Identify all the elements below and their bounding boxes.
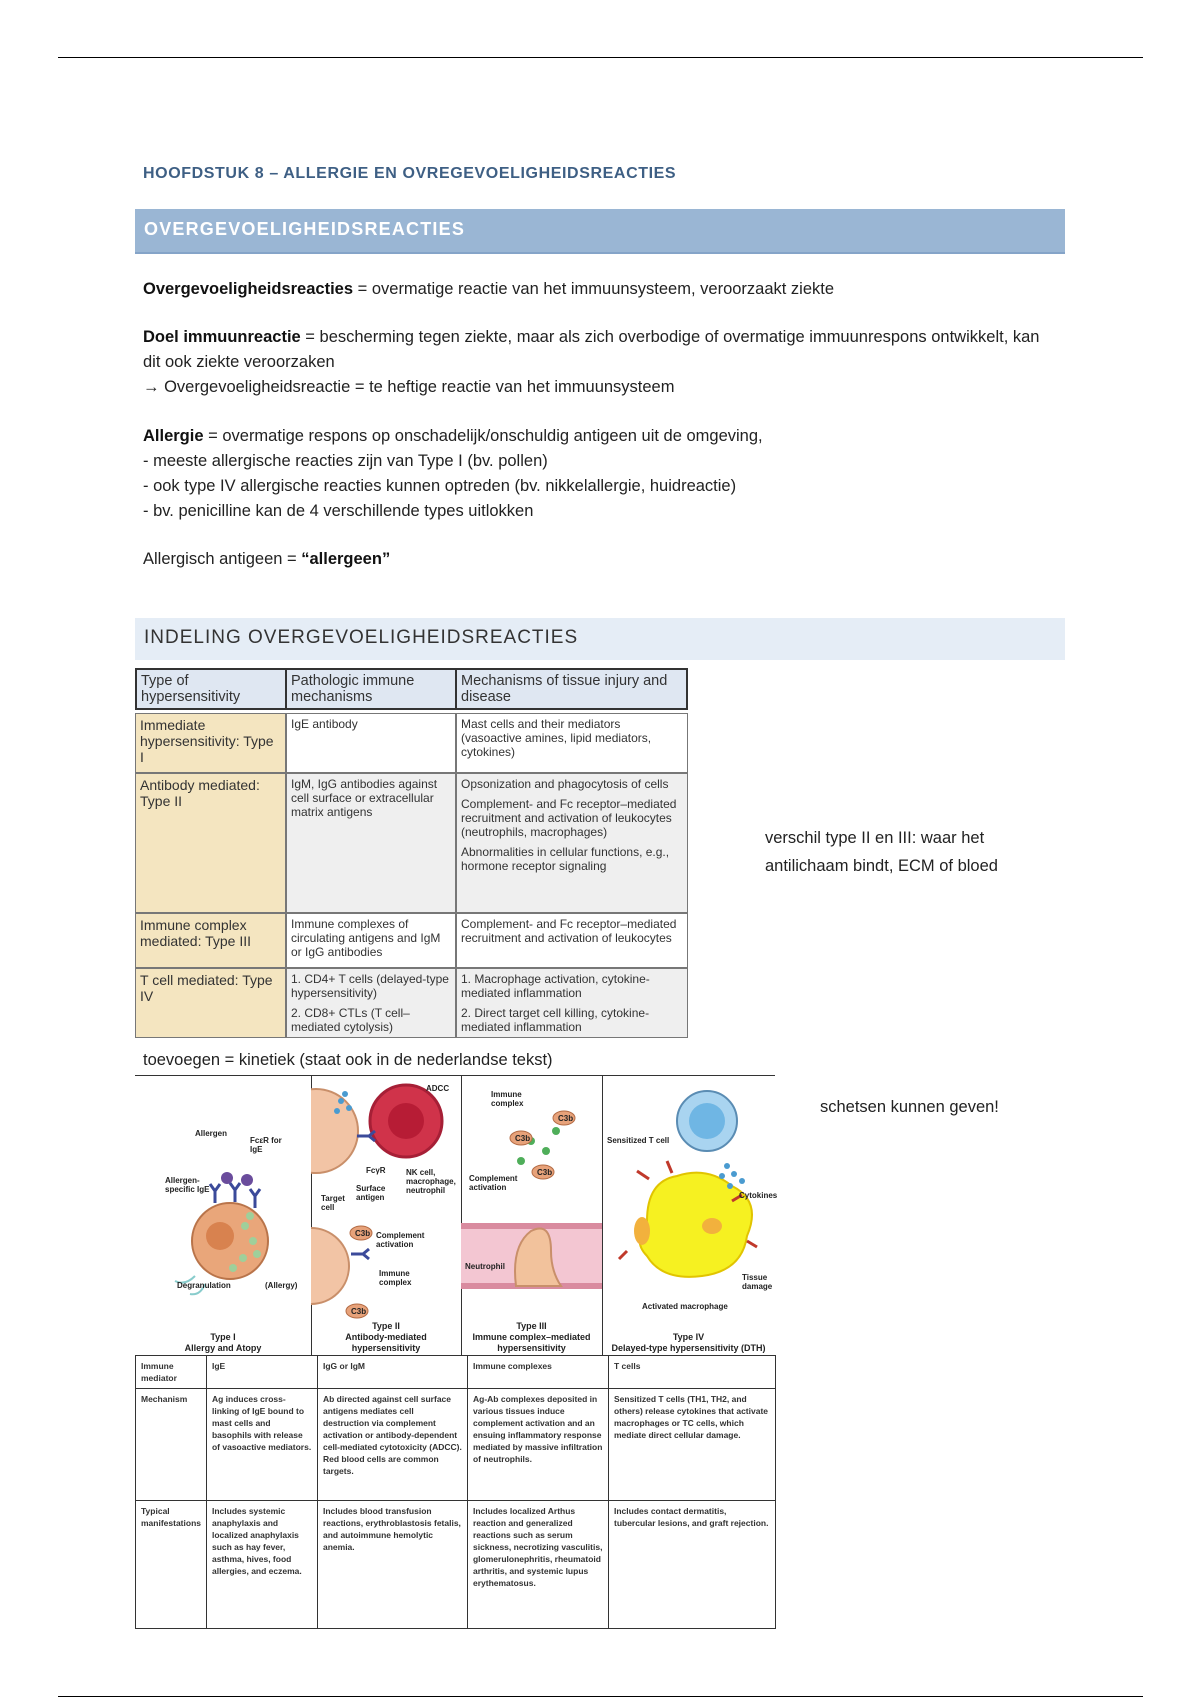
sketch-panel-type-i — [135, 1076, 312, 1356]
definition-overgevoeligheid — [143, 277, 1043, 302]
term: “allergeen” — [301, 550, 391, 568]
table-header-row — [135, 668, 688, 710]
definition-text: = overmatige reactie van het immuunsysteem, veroorzaakt ziekte — [353, 280, 835, 298]
table-cell: Immune complexes — [467, 1356, 608, 1389]
definition-text: Allergisch antigeen = — [143, 550, 302, 568]
label: Immune complex — [379, 1269, 412, 1287]
column-header: Mechanisms of tissue injury and disease — [456, 668, 688, 710]
label: Complement activation — [469, 1174, 518, 1192]
label: Allergen-specific IgE — [165, 1176, 210, 1194]
panel-caption: Type III Immune complex–mediated hypersensitivity — [472, 1321, 591, 1353]
term: Allergie — [143, 427, 204, 445]
note-sketch: schetsen kunnen geven! — [820, 1098, 999, 1116]
table-row — [136, 1356, 776, 1389]
row-label: Immune mediator — [136, 1356, 207, 1389]
sketch-panel-type-iii — [461, 1076, 603, 1356]
label: ADCC — [426, 1084, 450, 1093]
definition-doel — [143, 325, 1043, 400]
table-cell: T cells — [608, 1356, 775, 1389]
mechanism-item: 1. Macrophage activation, cytokine-mediated inflammation — [461, 972, 650, 1000]
footer-rule — [58, 1696, 1143, 1697]
hypersensitivity-sketch — [135, 1075, 778, 1356]
definition-text: = overmatige respons op onschadelijk/onschuldig antigeen uit de omgeving, — [203, 427, 763, 445]
header-rule — [58, 57, 1143, 58]
tissue-cell — [456, 713, 688, 773]
mechanism-item: 1. CD4+ T cells (delayed-type hypersensitivity) — [291, 972, 449, 1000]
label: Cytokines — [739, 1191, 778, 1200]
label: Tissue damage — [742, 1273, 773, 1291]
table-cell: IgG or IgM — [317, 1356, 467, 1389]
label: NK cell, macrophage, neutrophil — [406, 1168, 456, 1195]
sketch-panel-type-iv — [602, 1076, 778, 1356]
term: Overgevoeligheidsreacties — [143, 280, 354, 298]
section-heading-label: OVERGEVOELIGHEIDSREACTIES — [144, 219, 466, 239]
tissue-cell — [456, 968, 688, 1038]
table-row — [136, 1501, 776, 1629]
label: C3b — [515, 1134, 531, 1143]
table-cell: Sensitized T cells (TH1, TH2, and others) release cytokines that activate macrophages or TC cells, which mediate direct cellular damage. — [608, 1389, 775, 1501]
pathologic-cell: IgE antibody — [286, 713, 456, 773]
pathologic-cell: Immune complexes of circulating antigens and IgM or IgG antibodies — [286, 913, 456, 968]
label: Target cell — [321, 1194, 345, 1212]
type-iii-illustration — [461, 1076, 602, 1326]
table-cell: IgE — [206, 1356, 317, 1389]
label: C3b — [537, 1168, 553, 1177]
type-cell: Immediate hypersensitivity: Type I — [135, 713, 286, 773]
mechanism-item: Complement- and Fc receptor–mediated recruitment and activation of leukocytes — [461, 917, 677, 945]
sketch-panel-type-ii — [311, 1076, 462, 1356]
label: C3b — [558, 1114, 574, 1123]
label: Sensitized T cell — [607, 1136, 670, 1145]
note-add-kinetics: toevoegen = kinetiek (staat ook in de nederlandse tekst) — [143, 1051, 553, 1069]
hypersensitivity-summary-table — [135, 1355, 776, 1629]
note-difference: verschil type II en III: waar het antilichaam bindt, ECM of bloed — [765, 829, 998, 875]
table-cell: Includes blood transfusion reactions, erythroblastosis fetalis, and autoimmune hemolytic anemia. — [317, 1501, 467, 1629]
type-cell: T cell mediated: Type IV — [135, 968, 286, 1038]
panel-caption: Type IV Delayed-type hypersensitivity (DTH) — [611, 1332, 766, 1353]
list-item: - ook type IV allergische reacties kunnen optreden (bv. nikkelallergie, huidreactie) — [143, 477, 737, 495]
list-item: - meeste allergische reacties zijn van Type I (bv. pollen) — [143, 452, 548, 470]
list-item: - bv. penicilline kan de 4 verschillende types uitlokken — [143, 502, 534, 520]
definition-text: = bescherming tegen ziekte, maar als zich overbodige of overmatige immuunrespons ontwikkelt, kan dit ook ziekte veroorzaken — [143, 328, 1040, 371]
mechanism-item: 2. Direct target cell killing, cytokine-mediated inflammation — [461, 1006, 650, 1034]
label: Allergen — [195, 1129, 228, 1138]
table-row — [135, 913, 688, 968]
mechanism-item: Mast cells and their mediators (vasoactive amines, lipid mediators, cytokines) — [461, 717, 652, 759]
table-cell: Ag-Ab complexes deposited in various tissues induce complement activation and an ensuing inflammatory response mediated by massive infiltration of neutrophils. — [467, 1389, 608, 1501]
label: Degranulation — [177, 1281, 231, 1290]
label: Neutrophil — [465, 1262, 505, 1271]
table-cell: Includes systemic anaphylaxis and localized anaphylaxis such as hay fever, asthma, hives, food allergies, and eczema. — [206, 1501, 317, 1629]
hypersensitivity-table — [135, 668, 688, 1038]
type-cell: Antibody mediated: Type II — [135, 773, 286, 913]
arrow-line: → Overgevoeligheidsreactie = te heftige reactie van het immuunsysteem — [143, 378, 675, 396]
definition-allergeen — [143, 547, 1043, 572]
tissue-cell — [456, 773, 688, 913]
label: FcγR — [366, 1166, 386, 1175]
row-label: Typical manifestations — [136, 1501, 207, 1629]
label: Immune complex — [491, 1090, 524, 1108]
mechanism-item: 2. CD8+ CTLs (T cell–mediated cytolysis) — [291, 1006, 410, 1034]
table-row — [135, 713, 688, 773]
label: FcεR for IgE — [250, 1136, 282, 1154]
pathologic-cell: IgM, IgG antibodies against cell surface or extracellular matrix antigens — [286, 773, 456, 913]
mechanism-item: Abnormalities in cellular functions, e.g., hormone receptor signaling — [461, 845, 670, 873]
tissue-cell — [456, 913, 688, 968]
panel-caption: Type I Allergy and Atopy — [184, 1332, 262, 1353]
column-header: Pathologic immune mechanisms — [286, 668, 456, 710]
section-heading-label: INDELING OVERGEVOELIGHEIDSREACTIES — [144, 627, 579, 648]
table-cell: Ab directed against cell surface antigens mediates cell destruction via complement activation or antibody-dependent cell-mediated cytotoxicity (ADCC). Red blood cells are common targets. — [317, 1389, 467, 1501]
panel-caption: Type II Antibody-mediated hypersensitivity — [345, 1321, 427, 1353]
table-cell: Ag induces cross-linking of IgE bound to mast cells and basophils with release of vasoactive mediators. — [206, 1389, 317, 1501]
label: Surface antigen — [356, 1184, 386, 1202]
mechanism-item: Complement- and Fc receptor–mediated recruitment and activation of leukocytes (neutrophils, macrophages) — [461, 797, 677, 839]
table-cell: Includes contact dermatitis, tubercular lesions, and graft rejection. — [608, 1501, 775, 1629]
label: C3b — [351, 1307, 367, 1316]
table-cell: Includes localized Arthus reaction and generalized reactions such as serum sickness, necrotizing vasculitis, glomerulonephritis, rheumatoid arthritis, and systemic lupus erythematosus. — [467, 1501, 608, 1629]
mechanism-item: Opsonization and phagocytosis of cells — [461, 777, 669, 791]
section-heading-overgevoeligheidsreacties — [135, 209, 1065, 254]
term: Doel immuunreactie — [143, 328, 301, 346]
table-row — [135, 968, 688, 1038]
row-label: Mechanism — [136, 1389, 207, 1501]
chapter-title: HOOFDSTUK 8 – ALLERGIE EN OVREGEVOELIGHEIDSREACTIES — [143, 165, 677, 182]
column-header: Type of hypersensitivity — [135, 668, 286, 710]
definition-allergie — [143, 424, 1043, 524]
label: (Allergy) — [265, 1281, 298, 1290]
label: Activated macrophage — [642, 1302, 728, 1311]
label: C3b — [355, 1229, 371, 1238]
label: Complement activation — [376, 1231, 425, 1249]
section-heading-indeling — [135, 618, 1065, 660]
table-row — [135, 773, 688, 913]
pathologic-cell — [286, 968, 456, 1038]
type-cell: Immune complex mediated: Type III — [135, 913, 286, 968]
table-row — [136, 1389, 776, 1501]
